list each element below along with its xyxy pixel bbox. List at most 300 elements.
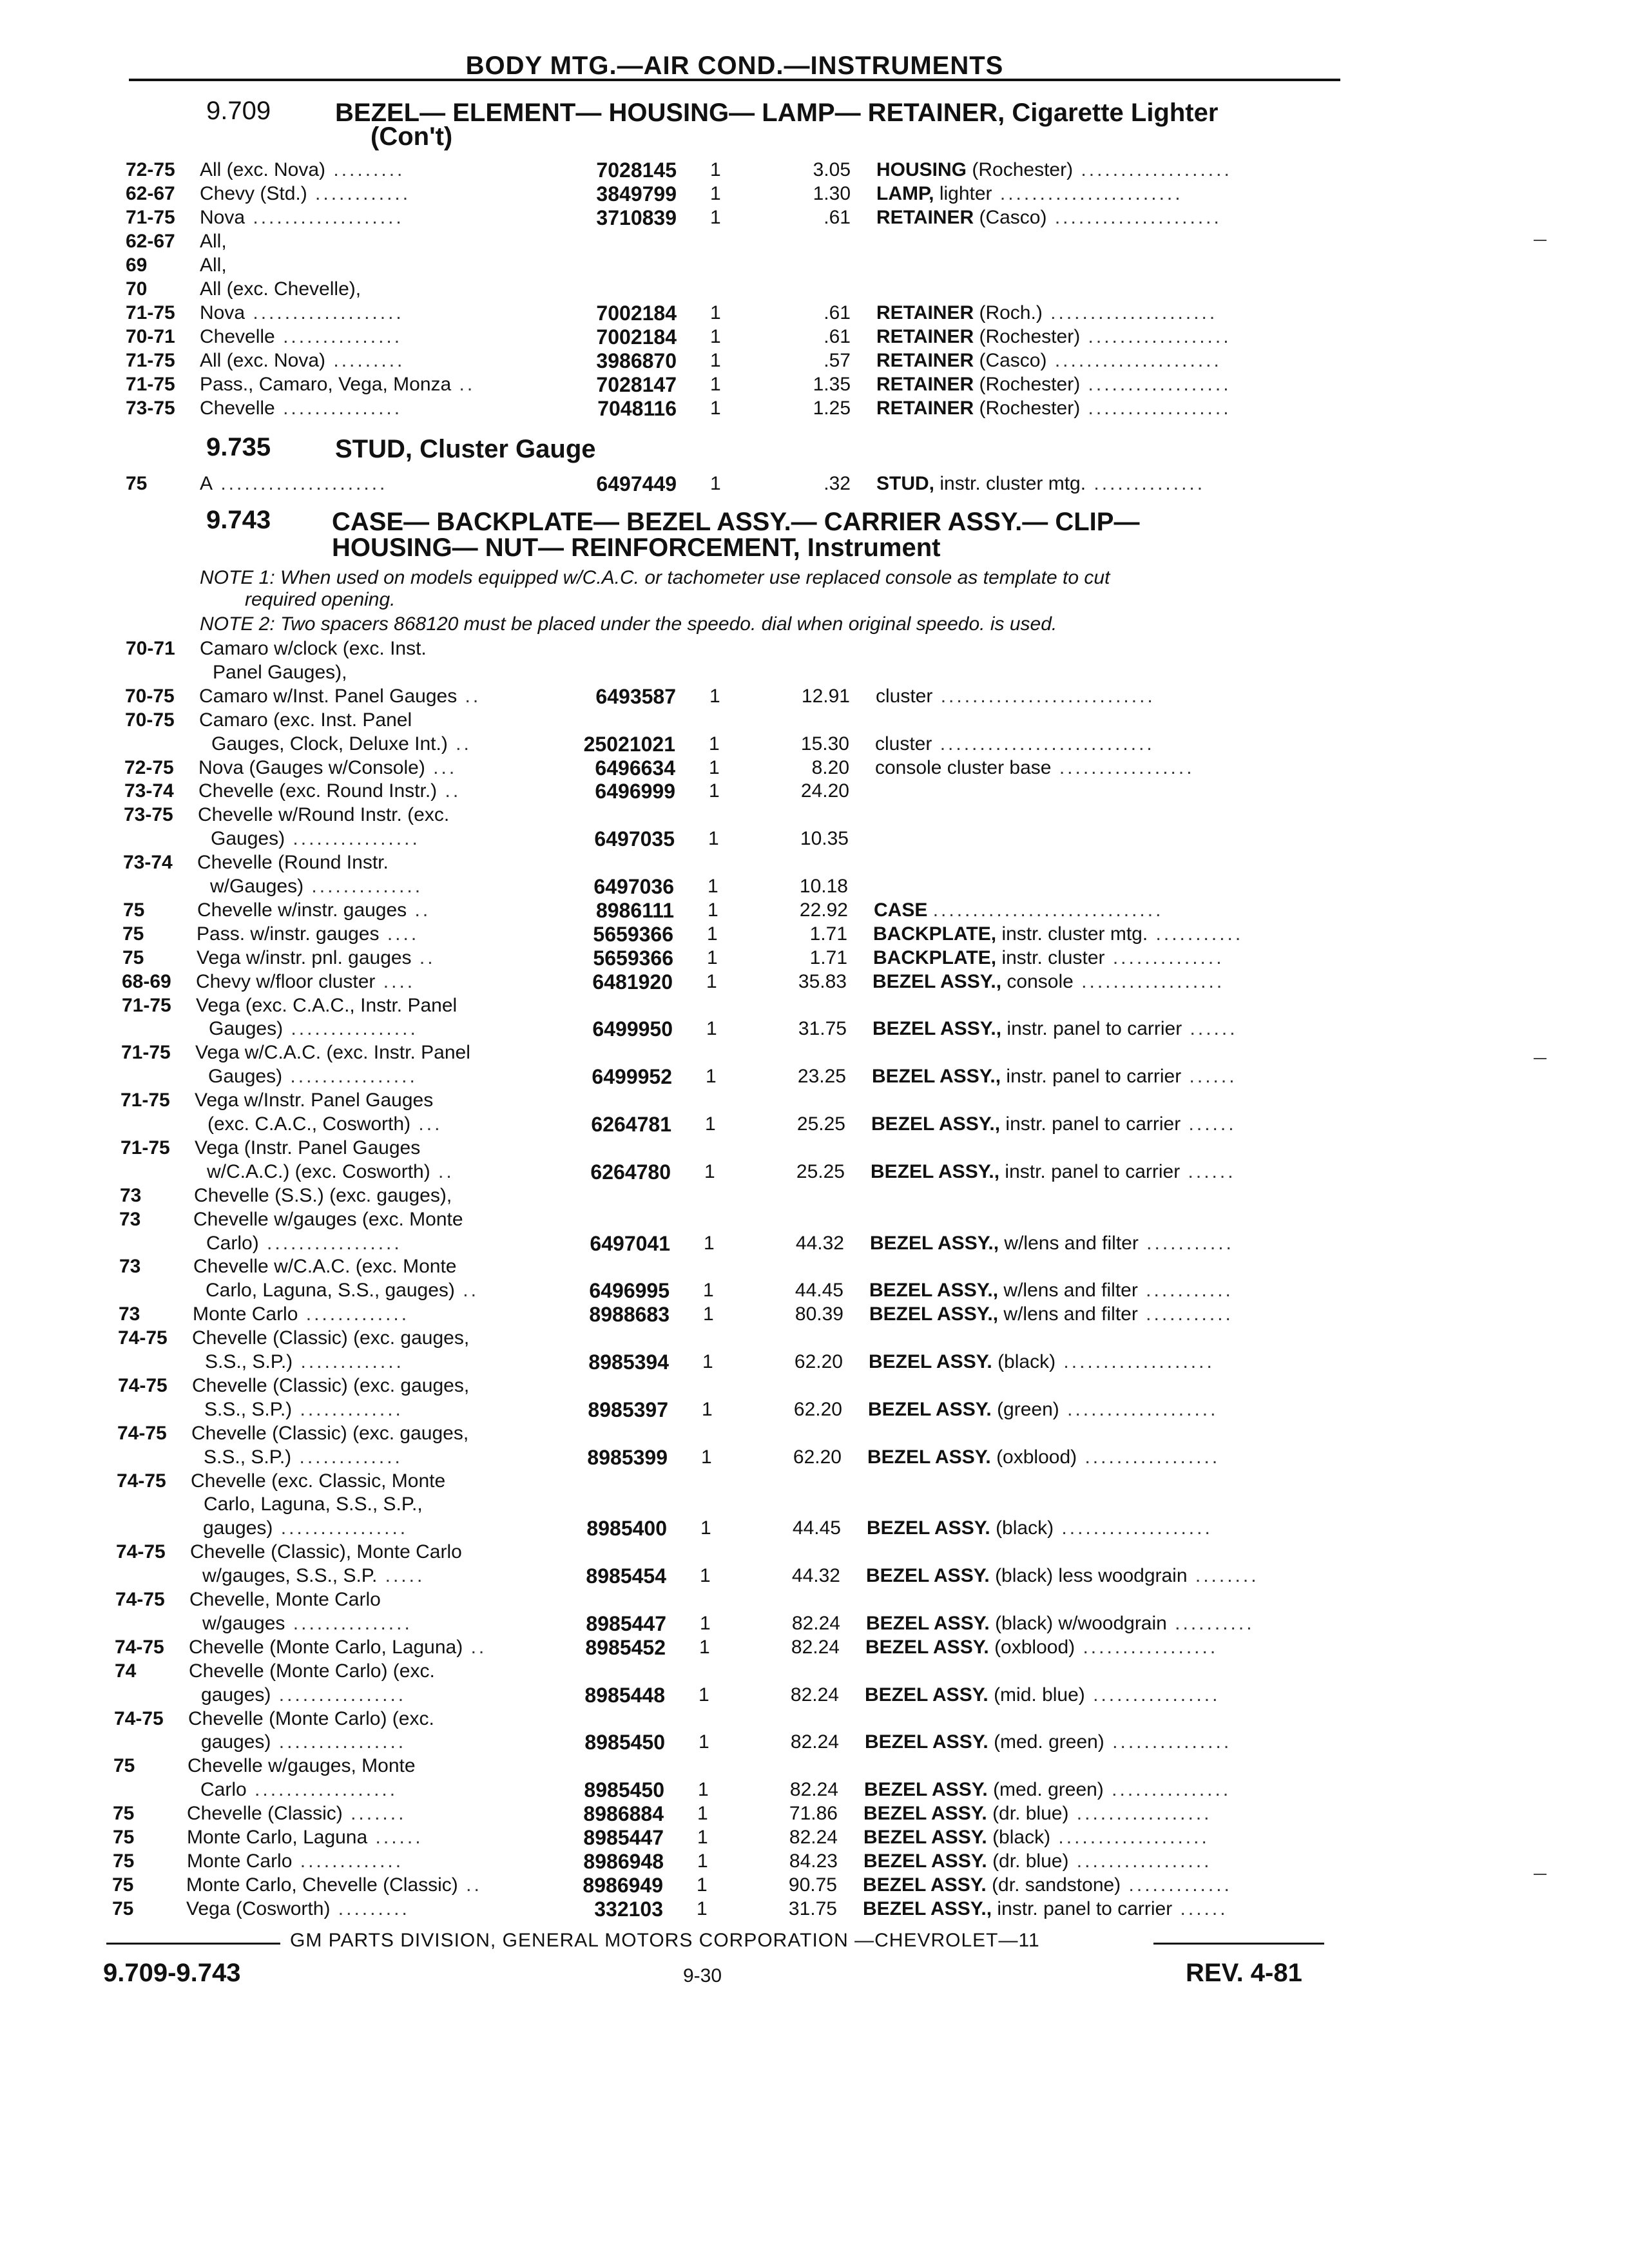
part-number: 6497036: [593, 875, 674, 898]
year-range: 71-75: [120, 1137, 170, 1158]
dot-leader: ..............: [304, 876, 423, 897]
quantity: 1: [699, 1636, 710, 1658]
dot-leader: .............: [298, 1303, 410, 1325]
part-number: 8985450: [584, 1778, 664, 1802]
footer-rule-right: [1153, 1943, 1324, 1945]
year-range: 62-67: [126, 183, 175, 204]
section-title: STUD, Cluster Gauge: [335, 435, 596, 463]
description: [869, 1302, 1233, 1327]
description-item: STUD,: [876, 473, 934, 494]
part-number: 8985452: [585, 1635, 666, 1659]
description-item: RETAINER: [876, 398, 974, 419]
quantity: 1: [697, 1827, 708, 1848]
part-number: 8985450: [584, 1731, 665, 1754]
quantity: 1: [697, 1898, 708, 1919]
description-item: CASE: [874, 899, 928, 921]
model: [193, 1207, 463, 1232]
table-row: [0, 1778, 1629, 1803]
year-range: 71-75: [126, 207, 175, 228]
table-row: [0, 1445, 1629, 1471]
dot-leader: .............: [292, 1850, 404, 1872]
quantity: 1: [710, 302, 721, 323]
description-detail: w/lens and filter: [1003, 1280, 1138, 1302]
description-item: BEZEL ASSY.: [868, 1398, 992, 1420]
model-text: A: [200, 473, 213, 494]
price: 1.25: [813, 398, 851, 419]
description: [863, 1873, 1232, 1898]
description: [876, 158, 1232, 182]
model: [200, 1778, 398, 1802]
year-range: 75: [112, 1874, 134, 1896]
table-row: [0, 708, 1629, 734]
dot-leader: ................: [271, 1731, 407, 1753]
dot-leader: .............................: [932, 899, 1164, 921]
model: [198, 779, 461, 803]
model-text: gauges): [201, 1684, 271, 1706]
model-text: Carlo, Laguna, S.S., S.P.,: [204, 1494, 423, 1515]
price: 24.20: [800, 780, 849, 802]
part-number: 8986884: [583, 1802, 664, 1826]
price: 1.30: [813, 183, 851, 204]
quantity: 1: [702, 1398, 713, 1420]
model: [189, 1659, 435, 1684]
price: 82.24: [790, 1731, 839, 1753]
model: [193, 1254, 456, 1279]
year-range: 71-75: [121, 1042, 171, 1064]
price: 82.24: [789, 1827, 838, 1848]
description-detail: console: [1007, 970, 1074, 992]
quantity: 1: [708, 899, 718, 921]
price: .32: [824, 473, 851, 494]
description-item: RETAINER: [876, 302, 974, 323]
price: 23.25: [797, 1066, 846, 1088]
year-range: 72-75: [126, 159, 175, 180]
model-text: Camaro w/Inst. Panel Gauges: [199, 685, 458, 707]
part-number: 7048116: [597, 397, 677, 420]
description-item: BACKPLATE,: [873, 947, 997, 968]
part-number: 8985397: [588, 1398, 668, 1421]
table-row: [0, 1611, 1629, 1637]
model: [200, 158, 405, 182]
model: [195, 1088, 433, 1113]
quantity: 1: [698, 1779, 709, 1801]
model-text: Chevelle w/Round Instr. (exc.: [198, 804, 450, 826]
table-row: [0, 1897, 1629, 1923]
model: [189, 1635, 487, 1660]
model-text: Chevelle: [200, 398, 275, 419]
model: [186, 1873, 482, 1898]
model-text: Chevelle, Monte Carlo: [189, 1589, 381, 1610]
part-number: 5659366: [593, 922, 673, 946]
description: [866, 1611, 1255, 1636]
dot-leader: .............: [292, 1398, 403, 1420]
description-item: BEZEL ASSY.: [865, 1636, 989, 1658]
year-range: 70-75: [125, 709, 175, 731]
table-row: [0, 1802, 1629, 1827]
table-row: [0, 1540, 1629, 1566]
price: 1.71: [809, 947, 847, 968]
quantity: 1: [707, 923, 718, 945]
dot-leader: ......: [1172, 1898, 1228, 1919]
table-row: [0, 1160, 1629, 1186]
model: [196, 994, 457, 1018]
dot-leader: ...........: [1137, 1303, 1233, 1325]
year-range: 68-69: [122, 970, 171, 992]
description-detail: (black) w/woodgrain: [995, 1612, 1167, 1634]
quantity: 1: [710, 350, 721, 371]
price: 44.32: [795, 1232, 844, 1254]
model: [198, 803, 449, 827]
model-text: Vega (Instr. Panel Gauges: [195, 1137, 421, 1158]
description-detail: (black) less woodgrain: [995, 1565, 1188, 1587]
quantity: 1: [704, 1160, 715, 1182]
note-1: NOTE 1: When used on models equipped w/C.A.C. or tachometer use replaced console as template to cut: [200, 567, 1110, 588]
model-text: Vega (Cosworth): [186, 1898, 331, 1919]
dot-leader: .....: [377, 1565, 425, 1587]
year-range: 70-71: [126, 638, 175, 659]
model-text: All (exc. Nova): [200, 159, 326, 180]
dot-leader: ...................: [1055, 1351, 1215, 1372]
description-item: BEZEL ASSY.: [866, 1612, 990, 1634]
description: [863, 1849, 1211, 1874]
dot-leader: .....................: [1042, 302, 1218, 323]
model: [199, 684, 481, 709]
quantity: 1: [709, 756, 720, 778]
price: 3.05: [813, 159, 851, 180]
dot-leader: ...................: [1073, 159, 1232, 180]
model-text: Chevelle (Classic) (exc. gauges,: [192, 1374, 470, 1396]
dot-leader: .............: [291, 1446, 403, 1468]
dot-leader: .....................: [213, 473, 388, 494]
dot-leader: ...............: [275, 326, 403, 347]
description: [875, 756, 1195, 780]
table-row: [0, 1278, 1629, 1304]
price: 44.45: [792, 1517, 841, 1539]
section-title-cont: (Con't): [371, 122, 453, 151]
year-range: 73: [120, 1184, 142, 1206]
part-number: 8986949: [583, 1873, 663, 1897]
description: [864, 1778, 1231, 1802]
model-text: Nova: [200, 302, 246, 323]
dot-leader: ..: [463, 1636, 487, 1658]
part-number: 8985448: [584, 1683, 665, 1707]
dot-leader: ...........: [1137, 1280, 1233, 1302]
part-number: 6497449: [596, 472, 677, 495]
description-detail: (med. green): [994, 1731, 1104, 1753]
price: 1.35: [813, 374, 851, 395]
dot-leader: .....................: [1046, 350, 1222, 371]
model: [211, 827, 420, 851]
dot-leader: .................: [1068, 1803, 1212, 1825]
table-row: [0, 1136, 1629, 1162]
model: [209, 1017, 418, 1041]
table-row: [0, 1231, 1629, 1257]
price: 31.75: [788, 1898, 837, 1919]
part-number: 8985400: [586, 1517, 667, 1541]
description: [873, 946, 1224, 970]
year-range: 75: [113, 1850, 135, 1872]
model: [200, 472, 387, 496]
description-detail: (Casco): [979, 350, 1047, 371]
table-row: [0, 1374, 1629, 1399]
description-detail: (Casco): [979, 207, 1047, 228]
table-row: [0, 1302, 1629, 1328]
table-row: [0, 1184, 1629, 1209]
description-detail: (med. green): [993, 1779, 1104, 1801]
page-header: BODY MTG.—AIR COND.—INSTRUMENTS: [465, 52, 1004, 80]
quantity: 1: [710, 207, 721, 228]
description-detail: lighter: [939, 183, 992, 204]
section-number: 9.743: [206, 506, 271, 534]
table-row: [0, 1492, 1629, 1518]
price: 62.20: [793, 1446, 842, 1468]
dot-leader: ..: [447, 733, 472, 754]
quantity: 1: [700, 1565, 711, 1587]
model-text: Vega w/Instr. Panel Gauges: [195, 1090, 434, 1111]
footer-page-number: 9-30: [683, 1965, 722, 1986]
dot-leader: .................: [258, 1232, 402, 1254]
description-detail: (oxblood): [994, 1636, 1075, 1658]
table-row: [0, 898, 1629, 924]
part-number: 6496995: [589, 1279, 670, 1303]
table-row: [0, 301, 1629, 327]
part-number: 8985399: [587, 1445, 668, 1469]
description-detail: console cluster base: [875, 756, 1052, 778]
model-text: All (exc. Nova): [200, 350, 326, 371]
year-range: 71-75: [120, 1090, 170, 1111]
model: [200, 301, 404, 325]
model: [210, 874, 423, 899]
description-detail: (black): [992, 1827, 1051, 1848]
dot-leader: ...................: [245, 302, 404, 323]
model-text: All,: [200, 231, 227, 252]
quantity: 1: [700, 1612, 711, 1634]
model-text: Chevy (Std.): [200, 183, 307, 204]
price: .61: [824, 207, 851, 228]
year-range: 74-75: [117, 1422, 167, 1444]
description-detail: (dr. blue): [992, 1803, 1069, 1825]
description: [876, 396, 1231, 421]
dot-leader: ....: [375, 970, 416, 992]
quantity: 1: [702, 1351, 713, 1372]
dot-leader: ................: [273, 1517, 409, 1539]
dot-leader: ...............: [275, 398, 403, 419]
description-item: BEZEL ASSY.,: [863, 1898, 992, 1919]
part-number: 6481920: [592, 970, 673, 994]
year-range: 71-75: [126, 374, 175, 395]
table-row: [0, 253, 1629, 279]
dot-leader: .........: [325, 159, 405, 180]
table-row: [0, 922, 1629, 948]
model: [197, 946, 436, 970]
dot-leader: ...............: [1103, 1779, 1231, 1801]
year-range: 71-75: [126, 302, 175, 323]
table-row: [0, 325, 1629, 351]
model: [203, 1516, 408, 1541]
description: [872, 1017, 1238, 1041]
description-item: BEZEL ASSY.,: [869, 1280, 999, 1302]
price: 82.24: [790, 1684, 839, 1706]
description: [869, 1278, 1233, 1303]
quantity: 1: [706, 1066, 717, 1088]
model-text: w/C.A.C.) (exc. Cosworth): [207, 1160, 430, 1182]
part-number: 5659366: [593, 946, 673, 970]
description: [876, 301, 1217, 325]
table-row: [0, 1207, 1629, 1233]
part-number: 8986111: [595, 898, 674, 922]
price: 25.25: [796, 1113, 845, 1135]
model: [197, 850, 389, 875]
year-range: 75: [113, 1803, 135, 1825]
description-detail: w/lens and filter: [1003, 1303, 1138, 1325]
model: [200, 206, 404, 230]
model: [202, 1611, 412, 1636]
table-row: [0, 779, 1629, 805]
model: [200, 637, 427, 661]
description: [876, 349, 1222, 373]
quantity: 1: [708, 828, 719, 850]
description-item: BEZEL ASSY.: [866, 1565, 990, 1587]
price: 10.18: [799, 876, 848, 897]
quantity: 1: [703, 1280, 714, 1302]
description: [863, 1897, 1228, 1921]
table-row: [0, 1873, 1629, 1899]
description-item: BEZEL ASSY.,: [869, 1303, 999, 1325]
model-text: Chevy w/floor cluster: [196, 970, 376, 992]
price: 10.35: [800, 828, 849, 850]
description-item: RETAINER: [876, 374, 974, 395]
table-row: [0, 1635, 1629, 1661]
description: [867, 1516, 1213, 1541]
quantity: 1: [700, 1517, 711, 1539]
model-text: Chevelle (S.S.) (exc. gauges),: [194, 1184, 452, 1206]
dot-leader: .......: [342, 1803, 407, 1825]
model-text: Camaro (exc. Inst. Panel: [199, 709, 412, 731]
table-row: [0, 732, 1629, 758]
year-range: 74-75: [117, 1470, 166, 1492]
description-item: BEZEL ASSY.,: [872, 1018, 1002, 1040]
table-row: [0, 1326, 1629, 1352]
description-detail: instr. panel to carrier: [1005, 1160, 1181, 1182]
quantity: 1: [703, 1303, 714, 1325]
dot-leader: ...............: [1104, 1731, 1232, 1753]
model-text: Chevelle: [200, 326, 275, 347]
description-item: BEZEL ASSY.: [865, 1731, 988, 1753]
part-number: 6497041: [590, 1231, 670, 1255]
part-number: 6493587: [595, 684, 676, 708]
note-2: NOTE 2: Two spacers 868120 must be placed under the speedo. dial when original speedo. is used.: [200, 613, 1057, 635]
description-detail: (mid. blue): [994, 1684, 1085, 1706]
price: 82.24: [791, 1636, 840, 1658]
model: [192, 1374, 469, 1398]
model: [208, 1064, 418, 1089]
description: [876, 325, 1231, 349]
model-text: Camaro w/clock (exc. Inst.: [200, 638, 427, 659]
table-row: [0, 158, 1629, 184]
description-item: BEZEL ASSY.,: [871, 1113, 1001, 1135]
description-detail: (oxblood): [996, 1446, 1077, 1468]
year-range: 75: [123, 899, 145, 921]
part-number: 6499950: [592, 1017, 673, 1041]
model: [187, 1802, 406, 1826]
quantity: 1: [705, 1113, 716, 1135]
model: [194, 1184, 452, 1208]
quantity: 1: [710, 159, 721, 180]
part-number: 6264781: [591, 1113, 671, 1136]
part-number: 6496999: [595, 780, 675, 803]
table-row: [0, 1825, 1629, 1851]
quantity: 1: [707, 947, 718, 968]
quantity: 1: [710, 374, 721, 395]
model-text: Panel Gauges),: [213, 661, 347, 683]
model: [201, 1730, 406, 1754]
price: 71.86: [789, 1803, 838, 1825]
description-item: BEZEL ASSY.: [863, 1803, 987, 1825]
dot-leader: ..................: [1080, 374, 1231, 395]
year-range: 73-74: [123, 852, 173, 874]
dot-leader: ..............: [1104, 947, 1224, 968]
description: [863, 1825, 1210, 1850]
dot-leader: ..................: [1080, 398, 1231, 419]
model: [190, 1540, 462, 1564]
price: 35.83: [798, 970, 847, 992]
year-range: 73-74: [124, 780, 174, 802]
year-range: 69: [126, 255, 148, 276]
dot-leader: .................: [1051, 756, 1195, 778]
description-detail: (Rochester): [979, 374, 1081, 395]
part-number: 8986948: [583, 1849, 664, 1873]
footer-publisher: GM PARTS DIVISION, GENERAL MOTORS CORPORATION —CHEVROLET—11: [290, 1930, 1040, 1951]
dot-leader: ......: [1182, 1018, 1238, 1040]
description-item: BEZEL ASSY.: [863, 1874, 987, 1896]
model: [196, 970, 415, 994]
year-range: 72-75: [124, 756, 174, 778]
model-text: Chevelle (Classic): [187, 1803, 343, 1825]
dot-leader: ..: [430, 1160, 454, 1182]
table-row: [0, 1754, 1629, 1780]
part-number: 6499952: [592, 1065, 672, 1089]
description: [866, 1564, 1259, 1588]
model-text: S.S., S.P.): [204, 1398, 293, 1420]
description-item: BEZEL ASSY.: [863, 1827, 987, 1848]
description-detail: instr. panel to carrier: [1005, 1113, 1181, 1135]
dot-leader: ...................: [245, 207, 404, 228]
model-text: Nova (Gauges w/Console): [198, 756, 425, 778]
model-text: w/Gauges): [210, 876, 304, 897]
model-text: w/gauges, S.S., S.P.: [202, 1565, 378, 1587]
model: [189, 1588, 381, 1612]
model: [204, 1398, 403, 1422]
quantity: 1: [706, 970, 717, 992]
part-number: 8985454: [586, 1564, 666, 1588]
model: [197, 922, 419, 947]
table-row: [0, 1041, 1629, 1066]
description: [869, 1350, 1215, 1374]
model-text: Chevelle (Monte Carlo) (exc.: [189, 1660, 435, 1682]
model: [200, 325, 402, 349]
table-row: [0, 1730, 1629, 1756]
part-number: 6264780: [590, 1160, 671, 1184]
table-row: [0, 396, 1629, 422]
dot-leader: ......: [1180, 1160, 1236, 1182]
dot-leader: ..: [454, 1280, 479, 1302]
description-item: BEZEL ASSY.: [864, 1779, 988, 1801]
model: [207, 1112, 442, 1137]
quantity: 1: [697, 1874, 708, 1896]
description: [865, 1635, 1218, 1660]
model-text: Chevelle (Round Instr.: [197, 852, 389, 874]
table-row: [0, 1564, 1629, 1590]
